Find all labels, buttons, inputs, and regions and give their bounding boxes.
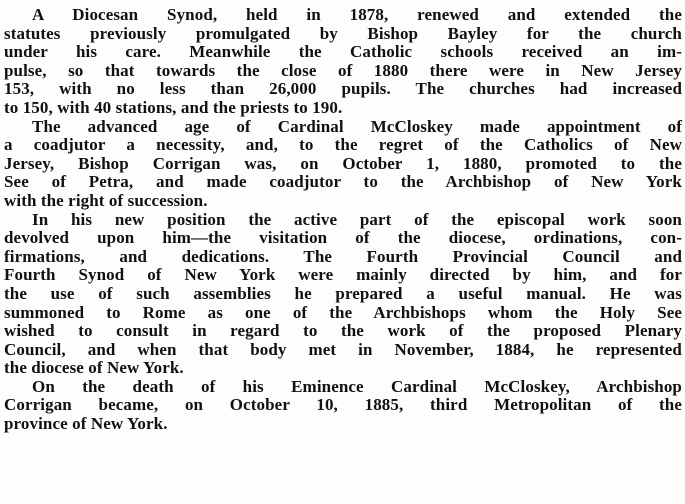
text-line: statutes previously promulgated by Bishop Bayley for the church	[4, 23, 682, 43]
text-line: pulse, so that towards the close of 1880 there were in New Jersey	[4, 60, 682, 80]
text-line: the use of such assemblies he prepared a useful manual. He was	[4, 283, 682, 303]
paragraph-2	[4, 118, 682, 211]
document-text	[4, 6, 682, 434]
text-line: Council, and when that body met in November, 1884, he represented	[4, 339, 682, 359]
paragraph-3	[4, 211, 682, 378]
text-line: On the death of his Eminence Cardinal McCloskey, Archbishop	[32, 376, 682, 396]
text-line: Jersey, Bishop Corrigan was, on October 1, 1880, promoted to the	[4, 153, 682, 173]
text-line: 153, with no less than 26,000 pupils. The churches had increased	[4, 79, 682, 99]
paragraph-1	[4, 6, 682, 118]
text-line: to 150, with 40 stations, and the priests to 190.	[4, 97, 343, 117]
text-line: summoned to Rome as one of the Archbishops whom the Holy See	[4, 302, 682, 322]
text-line: with the right of succession.	[4, 190, 208, 210]
text-line: province of New York.	[4, 414, 168, 434]
paragraph-4	[4, 378, 682, 434]
text-line: The advanced age of Cardinal McCloskey made appointment of	[32, 116, 682, 136]
text-line: In his new position the active part of the episcopal work soon	[32, 209, 682, 229]
text-line: firmations, and dedications. The Fourth Provincial Council and	[4, 246, 682, 266]
text-line: See of Petra, and made coadjutor to the Archbishop of New York	[4, 172, 682, 192]
text-line: the diocese of New York.	[4, 358, 184, 378]
text-line: wished to consult in regard to the work of the proposed Plenary	[4, 321, 682, 341]
text-line: under his care. Meanwhile the Catholic schools received an im-	[4, 42, 682, 62]
text-line: A Diocesan Synod, held in 1878, renewed and extended the	[32, 5, 682, 24]
text-line: Fourth Synod of New York were mainly directed by him, and for	[4, 265, 682, 285]
text-line: Corrigan became, on October 10, 1885, third Metropolitan of the	[4, 395, 682, 415]
text-line: a coadjutor a necessity, and, to the regret of the Catholics of New	[4, 135, 682, 155]
text-line: devolved upon him—the visitation of the diocese, ordinations, con-	[4, 228, 682, 248]
